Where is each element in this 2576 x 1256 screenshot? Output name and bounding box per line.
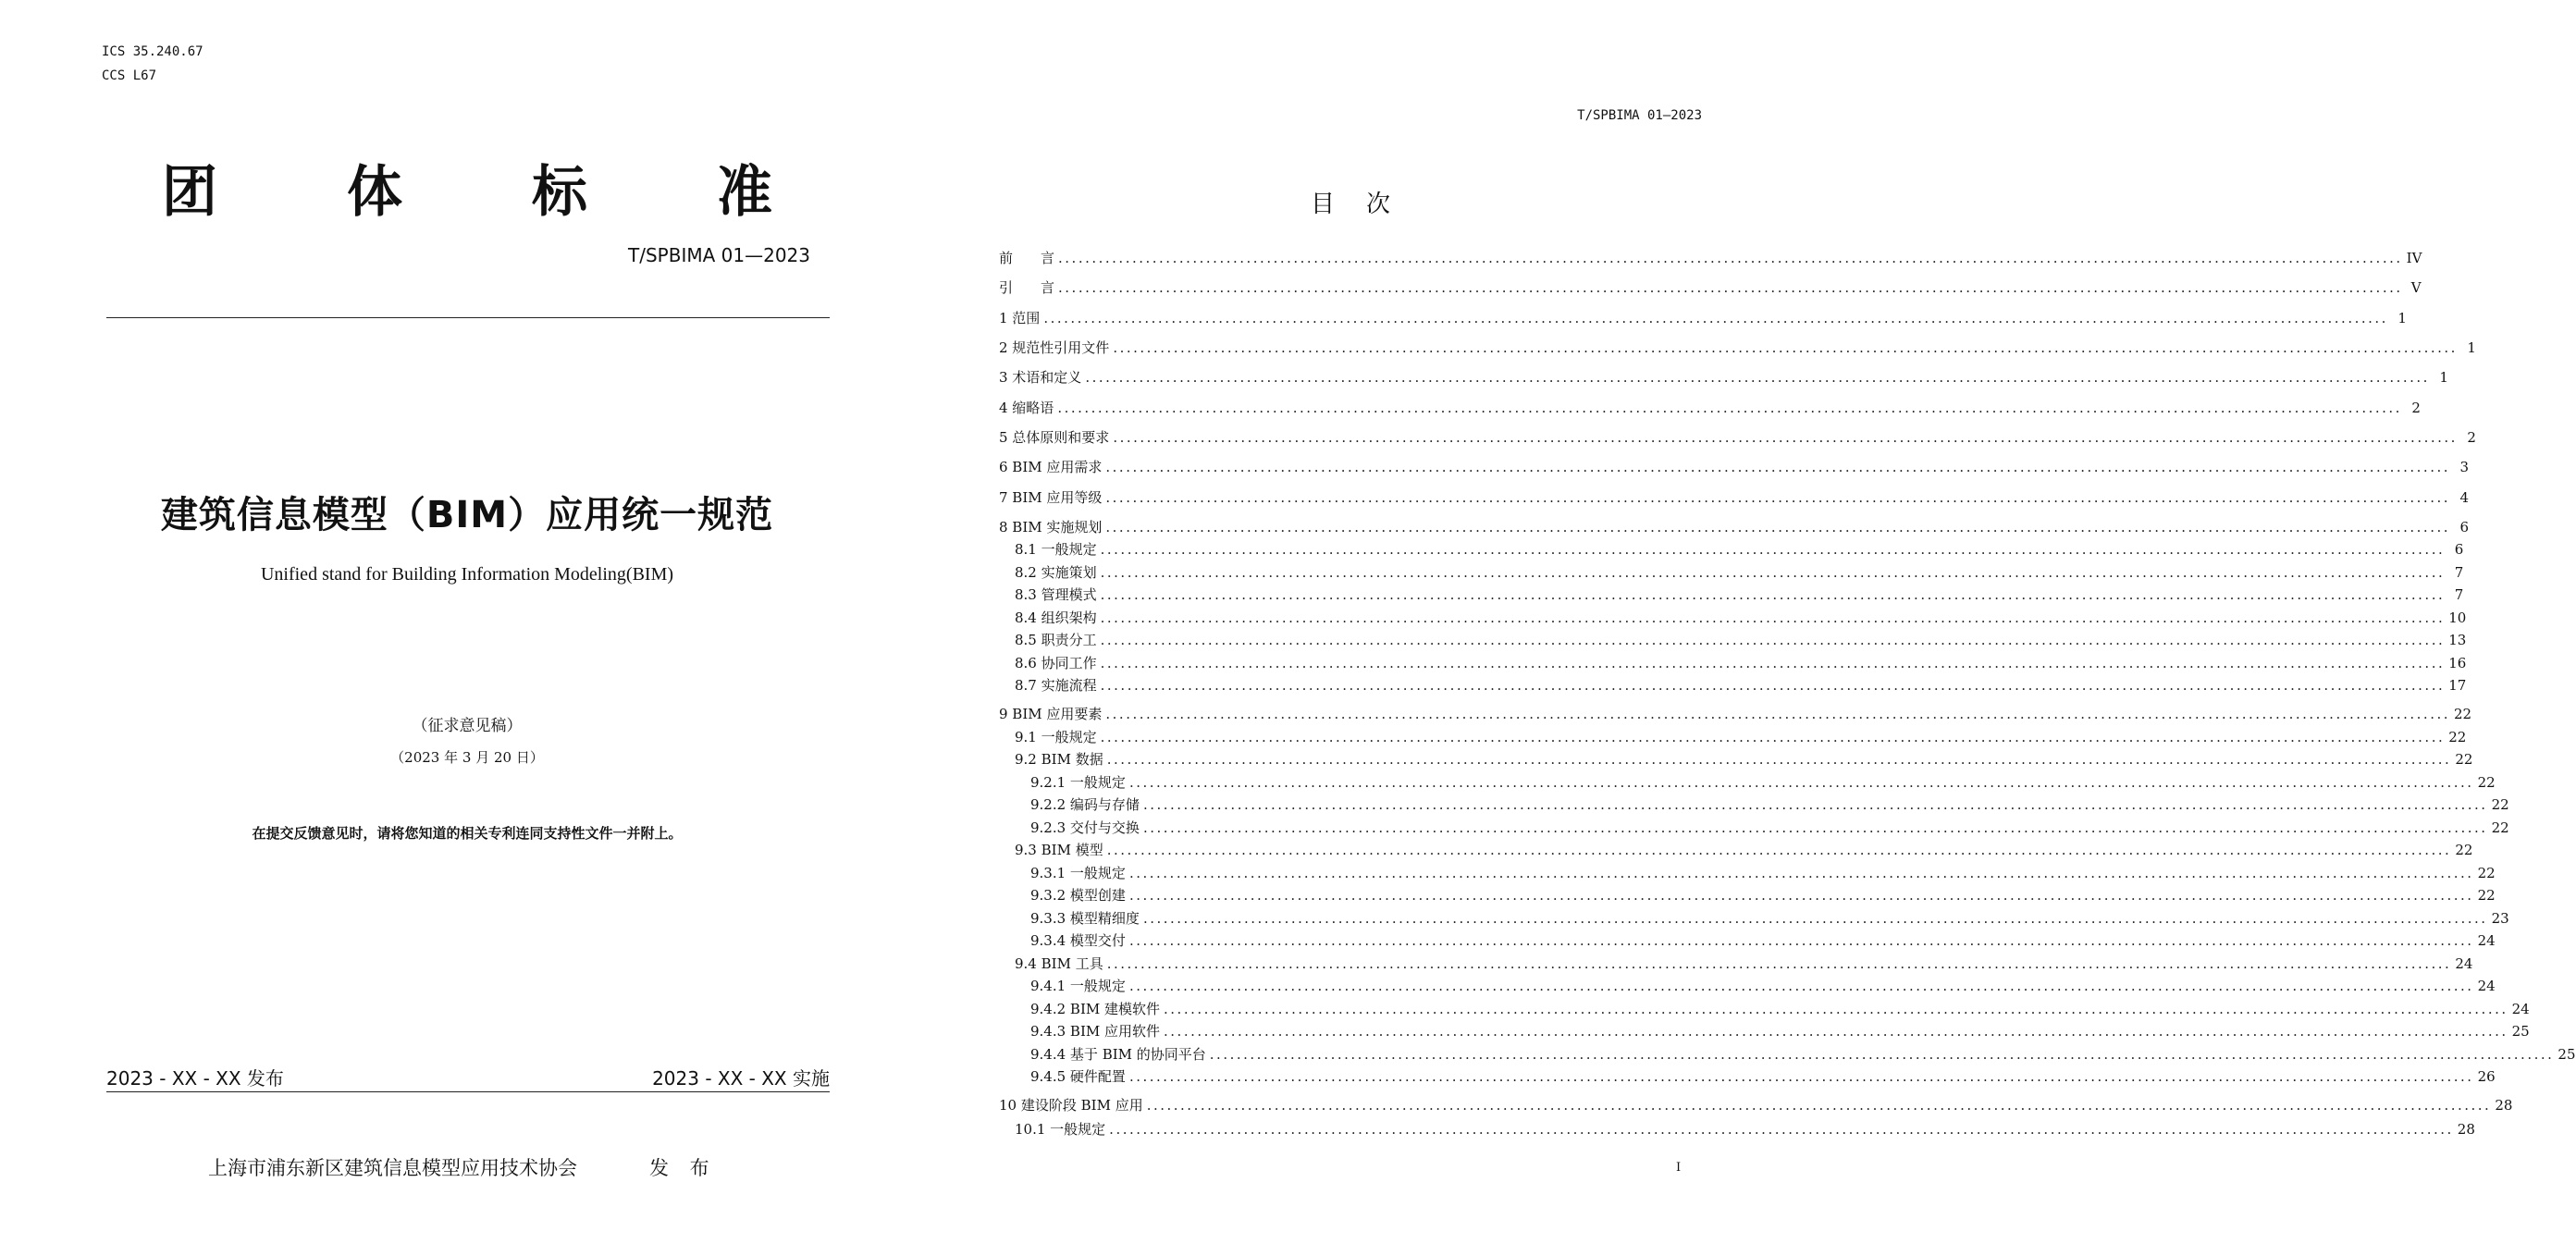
toc-entry-label: 8.6 协同工作 [1015, 655, 1097, 671]
toc-entry-label: 9.2 BIM 数据 [1015, 751, 1103, 768]
toc-entry-page: 25 [2511, 1023, 2530, 1040]
toc-entry-page: 13 [2448, 632, 2467, 648]
toc-leader-dots: ........................................................................................................................................................................................................ [1142, 796, 2488, 813]
toc-leader-dots: ........................................................................................................................................................................................................ [1142, 910, 2488, 927]
toc-leader-dots: ........................................................................................................................................................................................................ [1164, 1023, 2508, 1040]
toc-leader-dots: ........................................................................................................................................................................................................ [1128, 774, 2474, 791]
toc-entry-label: 8.7 实施流程 [1015, 677, 1097, 694]
toc-entry [999, 976, 2496, 994]
toc-entry [999, 772, 2496, 791]
toc-leader-dots: ........................................................................................................................................................................................................ [1085, 369, 2430, 386]
toc-entry-label: 2 规范性引用文件 [999, 339, 1110, 356]
toc-entry-label: 10.1 一般规定 [1015, 1121, 1106, 1138]
toc-entry-page: 22 [2448, 729, 2467, 745]
title-char: 体 [347, 160, 402, 225]
toc-leader-dots: ........................................................................................................................................................................................................ [1209, 1046, 2555, 1063]
toc-entry [999, 999, 2530, 1017]
toc-entry-page: 7 [2454, 586, 2464, 603]
toc-entry [999, 1044, 2576, 1063]
toc-entry [999, 585, 2464, 603]
toc-entry [999, 885, 2496, 904]
toc-leader-dots: ........................................................................................................................................................................................................ [1128, 932, 2474, 949]
toc-entry [999, 704, 2472, 722]
toc-leader-dots: ........................................................................................................................................................................................................ [1057, 400, 2402, 416]
page-number: I [1676, 1161, 1682, 1175]
toc-entry-label: 引 言 [999, 279, 1055, 296]
publish-word: 发 布 [649, 1157, 717, 1179]
toc-entry-page: 22 [2477, 887, 2496, 904]
toc-leader-dots: ........................................................................................................................................................................................................ [1106, 751, 2452, 768]
toc-entry-label: 9.4.5 硬件配置 [1030, 1068, 1126, 1085]
toc-entry-label: 10 建设阶段 BIM 应用 [999, 1097, 1143, 1114]
toc-leader-dots: ........................................................................................................................................................................................................ [1106, 842, 2452, 858]
toc-entry-label: 9.1 一般规定 [1015, 729, 1097, 745]
toc-leader-dots: ........................................................................................................................................................................................................ [1100, 586, 2446, 603]
ics-code: ICS 35.240.67 [102, 44, 203, 59]
toc-entry-label: 5 总体原则和要求 [999, 429, 1110, 446]
toc-list [999, 0, 2576, 1256]
toc-entry [999, 367, 2448, 386]
toc-leader-dots: ........................................................................................................................................................................................................ [1164, 1001, 2508, 1017]
toc-entry-page: 22 [2491, 819, 2509, 836]
standard-code: T/SPBIMA 01—2023 [628, 244, 810, 266]
toc-entry [999, 749, 2473, 768]
toc-entry-page: 2 [2411, 400, 2421, 416]
toc-entry [999, 840, 2473, 858]
toc-entry [999, 653, 2467, 671]
toc-entry-page: 24 [2511, 1001, 2530, 1017]
toc-entry-label: 6 BIM 应用需求 [999, 459, 1103, 475]
title-char: 团 [162, 160, 217, 225]
title-char: 标 [532, 160, 587, 225]
english-title: Unified stand for Building Information Modeling(BIM) [260, 564, 674, 585]
toc-entry-page: 24 [2455, 955, 2473, 972]
toc-leader-dots: ........................................................................................................................................................................................................ [1128, 978, 2474, 994]
toc-leader-dots: ........................................................................................................................................................................................................ [1100, 677, 2446, 694]
toc-entry [999, 930, 2496, 949]
ccs-code: CCS L67 [102, 68, 157, 83]
toc-page [925, 0, 2576, 1256]
toc-entry [999, 727, 2467, 745]
toc-leader-dots: ........................................................................................................................................................................................................ [1113, 339, 2458, 356]
cover-page [0, 0, 925, 1256]
toc-leader-dots: ........................................................................................................................................................................................................ [1105, 459, 2451, 475]
document-title: 建筑信息模型（BIM）应用统一规范 [160, 494, 774, 536]
toc-entry-page: IV [2406, 250, 2422, 266]
toc-entry-label: 9.2.2 编码与存储 [1030, 796, 1140, 813]
toc-entry-page: 22 [2455, 842, 2473, 858]
toc-entry-page: 25 [2558, 1046, 2576, 1063]
title-char: 准 [717, 160, 772, 225]
implement-date: 2023 - XX - XX 实施 [652, 1067, 830, 1090]
toc-entry-page: 24 [2477, 978, 2496, 994]
toc-entry-page: 23 [2491, 910, 2509, 927]
toc-entry-page: V [2410, 279, 2422, 296]
toc-entry [999, 562, 2464, 581]
toc-entry [999, 398, 2421, 416]
toc-entry [999, 308, 2407, 326]
toc-entry-label: 4 缩略语 [999, 400, 1054, 416]
toc-entry [999, 908, 2509, 927]
toc-leader-dots: ........................................................................................................................................................................................................ [1105, 706, 2451, 722]
toc-leader-dots: ........................................................................................................................................................................................................ [1128, 1068, 2474, 1085]
toc-entry-label: 8 BIM 实施规划 [999, 519, 1103, 536]
toc-leader-dots: ........................................................................................................................................................................................................ [1105, 519, 2451, 536]
toc-entry-label: 9.3.3 模型精细度 [1030, 910, 1140, 927]
toc-entry-page: 1 [2467, 339, 2476, 356]
toc-leader-dots: ........................................................................................................................................................................................................ [1058, 279, 2403, 296]
toc-leader-dots: ........................................................................................................................................................................................................ [1043, 310, 2388, 326]
toc-leader-dots: ........................................................................................................................................................................................................ [1109, 1121, 2454, 1138]
toc-entry-page: 6 [2454, 541, 2464, 558]
toc-entry-page: 28 [2495, 1097, 2513, 1114]
toc-entry-page: 24 [2477, 932, 2496, 949]
toc-entry-page: 26 [2477, 1068, 2496, 1085]
toc-leader-dots: ........................................................................................................................................................................................................ [1100, 564, 2446, 581]
toc-entry [999, 863, 2496, 881]
toc-entry-label: 8.4 组织架构 [1015, 610, 1097, 626]
toc-entry-page: 2 [2467, 429, 2476, 446]
toc-entry [999, 427, 2476, 446]
toc-entry [999, 675, 2467, 694]
toc-entry-label: 7 BIM 应用等级 [999, 489, 1103, 506]
toc-leader-dots: ........................................................................................................................................................................................................ [1105, 489, 2451, 506]
toc-entry-label: 9.3.2 模型创建 [1030, 887, 1126, 904]
toc-entry-page: 17 [2448, 677, 2467, 694]
toc-heading: 目次 [1310, 191, 1422, 218]
toc-entry-label: 9.4.3 BIM 应用软件 [1030, 1023, 1161, 1040]
toc-entry [999, 248, 2422, 266]
toc-entry [999, 1021, 2530, 1040]
toc-leader-dots: ........................................................................................................................................................................................................ [1106, 955, 2452, 972]
toc-entry-page: 22 [2455, 751, 2473, 768]
toc-entry-label: 9.3 BIM 模型 [1015, 842, 1103, 858]
toc-entry [999, 630, 2467, 648]
standard-type-title [162, 148, 772, 228]
toc-entry-page: 7 [2454, 564, 2464, 581]
toc-leader-dots: ........................................................................................................................................................................................................ [1146, 1097, 2492, 1114]
toc-entry [999, 608, 2467, 626]
toc-entry-page: 4 [2459, 489, 2470, 506]
toc-leader-dots: ........................................................................................................................................................................................................ [1100, 655, 2446, 671]
toc-entry-page: 22 [2477, 774, 2496, 791]
toc-entry-label: 9.3.4 模型交付 [1030, 932, 1126, 949]
toc-entry-label: 9.3.1 一般规定 [1030, 865, 1126, 881]
toc-entry-label: 8.5 职责分工 [1015, 632, 1097, 648]
toc-leader-dots: ........................................................................................................................................................................................................ [1100, 729, 2446, 745]
toc-entry-label: 8.1 一般规定 [1015, 541, 1097, 558]
toc-entry [999, 794, 2509, 813]
toc-entry [999, 487, 2470, 506]
toc-entry-label: 9.2.1 一般规定 [1030, 774, 1126, 791]
toc-entry-label: 9.4 BIM 工具 [1015, 955, 1103, 972]
toc-leader-dots: ........................................................................................................................................................................................................ [1128, 887, 2474, 904]
toc-entry-label: 9 BIM 应用要素 [999, 706, 1103, 722]
toc-leader-dots: ........................................................................................................................................................................................................ [1100, 541, 2446, 558]
toc-entry-page: 10 [2448, 610, 2467, 626]
toc-leader-dots: ........................................................................................................................................................................................................ [1113, 429, 2458, 446]
toc-entry-page: 22 [2491, 796, 2509, 813]
publish-date: 2023 - XX - XX 发布 [106, 1067, 284, 1090]
toc-entry-page: 22 [2477, 865, 2496, 881]
draft-label: （征求意见稿） [412, 717, 523, 735]
toc-leader-dots: ........................................................................................................................................................................................................ [1142, 819, 2488, 836]
toc-entry-label: 9.4.2 BIM 建模软件 [1030, 1001, 1161, 1017]
toc-entry-page: 1 [2439, 369, 2448, 386]
toc-standard-code: T/SPBIMA 01—2023 [1577, 108, 1702, 123]
toc-entry-label: 9.4.1 一般规定 [1030, 978, 1126, 994]
toc-entry-label: 8.2 实施策划 [1015, 564, 1097, 581]
toc-entry [999, 517, 2470, 536]
toc-entry [999, 277, 2422, 296]
toc-entry [999, 539, 2464, 558]
toc-entry [999, 1095, 2513, 1114]
toc-entry-page: 3 [2459, 459, 2470, 475]
toc-leader-dots: ........................................................................................................................................................................................................ [1128, 865, 2474, 881]
toc-entry [999, 338, 2476, 356]
toc-leader-dots: ........................................................................................................................................................................................................ [1058, 250, 2403, 266]
toc-entry-label: 前 言 [999, 250, 1055, 266]
toc-entry-label: 3 术语和定义 [999, 369, 1082, 386]
toc-leader-dots: ........................................................................................................................................................................................................ [1100, 610, 2446, 626]
toc-entry-page: 6 [2459, 519, 2470, 536]
toc-entry [999, 1066, 2496, 1085]
toc-entry-label: 1 范围 [999, 310, 1041, 326]
toc-entry-label: 8.3 管理模式 [1015, 586, 1097, 603]
bottom-divider [106, 1091, 830, 1092]
patent-notice: 在提交反馈意见时，请将您知道的相关专利连同支持性文件一并附上。 [252, 825, 683, 842]
toc-leader-dots: ........................................................................................................................................................................................................ [1100, 632, 2446, 648]
toc-entry-page: 28 [2457, 1121, 2475, 1138]
toc-entry [999, 818, 2509, 836]
toc-entry [999, 457, 2470, 475]
draft-date: （2023 年 3 月 20 日） [390, 749, 544, 766]
toc-entry-page: 16 [2448, 655, 2467, 671]
toc-entry [999, 954, 2473, 972]
toc-entry-page: 1 [2397, 310, 2407, 326]
toc-entry-page: 22 [2454, 706, 2472, 722]
toc-entry-label: 9.2.3 交付与交换 [1030, 819, 1140, 836]
publisher-name: 上海市浦东新区建筑信息模型应用技术协会 [208, 1157, 577, 1179]
top-divider [106, 317, 830, 318]
toc-entry-label: 9.4.4 基于 BIM 的协同平台 [1030, 1046, 1206, 1063]
toc-entry [999, 1119, 2475, 1138]
